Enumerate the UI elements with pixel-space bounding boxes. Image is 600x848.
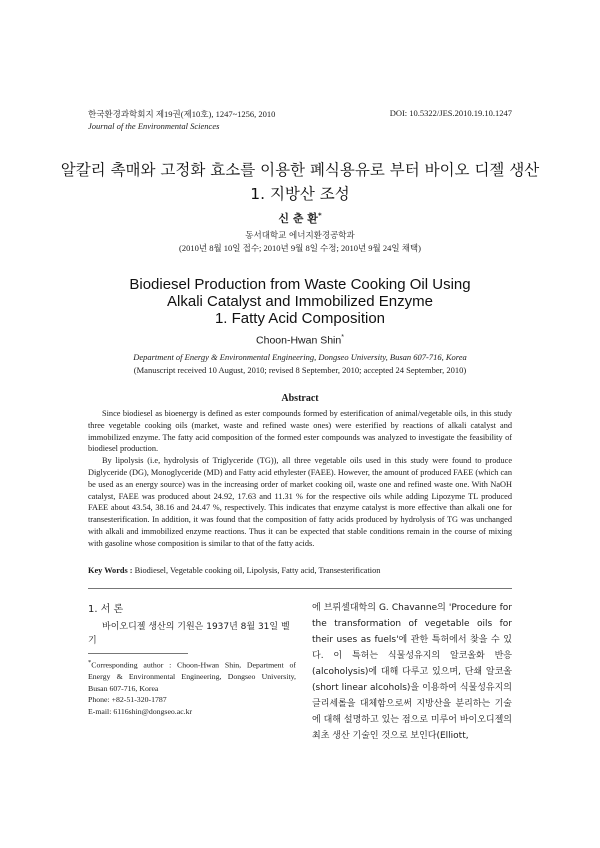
footnote-divider	[88, 653, 188, 654]
english-title	[40, 276, 560, 327]
english-author	[0, 334, 600, 347]
section-divider	[88, 588, 512, 589]
footnote-phone: Phone: +82-51-320-1787	[88, 695, 167, 705]
korean-dates: (2010년 8월 10일 접수; 2010년 9월 8일 수정; 2010년 9월 24일 채택)	[179, 243, 421, 253]
english-author-mark: *	[341, 334, 344, 341]
korean-author-mark: *	[317, 211, 322, 220]
abstract-body	[88, 408, 512, 550]
footnote-corresponding	[88, 657, 296, 694]
intro-heading: 1. 서 론	[88, 604, 124, 615]
english-author-name: Choon-Hwan Shin	[256, 334, 342, 347]
korean-author	[0, 210, 600, 226]
korean-author-name: 신 춘 환	[278, 212, 318, 225]
intro-right-text: 에 브뤼셀대학의 G. Chavanne의 'Procedure for the transformation of vegetable oils for their uses as fuels'에 관한 특허에서 찾을 수 있다. 이 특허는 식물성유지의 알코올화 반응(alcoholysis)에 대해 다루고 있으며, 단쇄 알코올(short linear alcohols)을 이용하여 식물성유지의 글리세롤을 대체함으로써 지방산을 분리하는 기술에 대해 설명하고 있는 점으로 미루어 바이오디젤의 최초 생산 기술인 것으로 보인다(Elliott,	[312, 603, 512, 741]
doi: DOI: 10.5322/JES.2010.19.10.1247	[389, 108, 512, 118]
korean-title	[40, 158, 560, 206]
korean-title-line2: 1. 지방산 조성	[250, 185, 350, 203]
korean-title-line1: 알칼리 촉매와 고정화 효소를 이용한 폐식용유로 부터 바이오 디젤 생산	[60, 161, 540, 179]
keywords-label: Key Words :	[88, 566, 135, 575]
english-title-line1: Biodiesel Production from Waste Cooking Oil Using	[129, 276, 471, 293]
journal-citation-ko: 한국환경과학회지 제19권(제10호), 1247~1256, 2010	[88, 109, 276, 119]
footnote-corresponding-text: Corresponding author : Choon-Hwan Shin, Department of Energy & Environmental Engineering, Dongseo University, Busan 607-716, Korea	[88, 660, 296, 693]
footnote-email: E-mail: 6116shin@dongseo.ac.kr	[88, 706, 193, 716]
keywords	[88, 566, 512, 575]
journal-header	[88, 108, 275, 132]
abstract-paragraph-1: Since biodiesel as bioenergy is defined as ester compounds formed by esterification of animal/vegetable oils, in this study three vegetable cooking oils (market, waste and refined waste ones) were esterified by reactions of alkali catalyst and immobilized enzyme. The fatty acid composition of the formed ester compounds was analyzed to investigate the feasibility of biodiesel production.	[88, 409, 512, 454]
english-dates: (Manuscript received 10 August, 2010; revised 8 September, 2010; accepted 24 September, 2010)	[133, 365, 467, 375]
abstract-heading: Abstract	[281, 393, 319, 404]
english-title-line3: 1. Fatty Acid Composition	[214, 310, 386, 327]
intro-left-text: 바이오디젤 생산의 기원은 1937년 8월 31일 벨기	[88, 622, 290, 646]
journal-name-en: Journal of the Environmental Sciences	[88, 121, 220, 131]
keywords-text: Biodiesel, Vegetable cooking oil, Lipolysis, Fatty acid, Transesterification	[134, 566, 381, 575]
english-affiliation: Department of Energy & Environmental Engineering, Dongseo University, Busan 607-716, Korea	[133, 352, 467, 362]
abstract-paragraph-2: By lipolysis (i.e, hydrolysis of Triglyceride (TG)), all three vegetable oils used in this study were found to produce Diglyceride (DG), Monoglyceride (MD) and Fatty acid ethylester (FAEE). However, the amount of produced FAEE (which can be used as an energy source) was in the increasing order of market cooking oil, waste one and refined waste one. With NaOH catalyst, FAEE was produced about 24.92, 17.63 and 11.31 % for the respective oils while adding Lipozyme TL produced FAEE about 43.54, 38.16 and 24.47 %, respectively. This indicates that enzyme catalyst is more effective than alkali one for transesterification. In addition, it was found that the composition of fatty acids produced by hydrolysis of TG was unchanged with alkali and immobilized enzyme reactions. Thus it can be expected that stable conditions remain in the course of mixing with gasoline whose composition is similar to that of the fatty acids.	[88, 456, 512, 548]
korean-affiliation: 동서대학교 에너지환경공학과	[245, 231, 355, 241]
footnote-mark: *	[88, 659, 92, 666]
english-title-line2: Alkali Catalyst and Immobilized Enzyme	[167, 293, 433, 310]
footnote	[88, 657, 296, 717]
